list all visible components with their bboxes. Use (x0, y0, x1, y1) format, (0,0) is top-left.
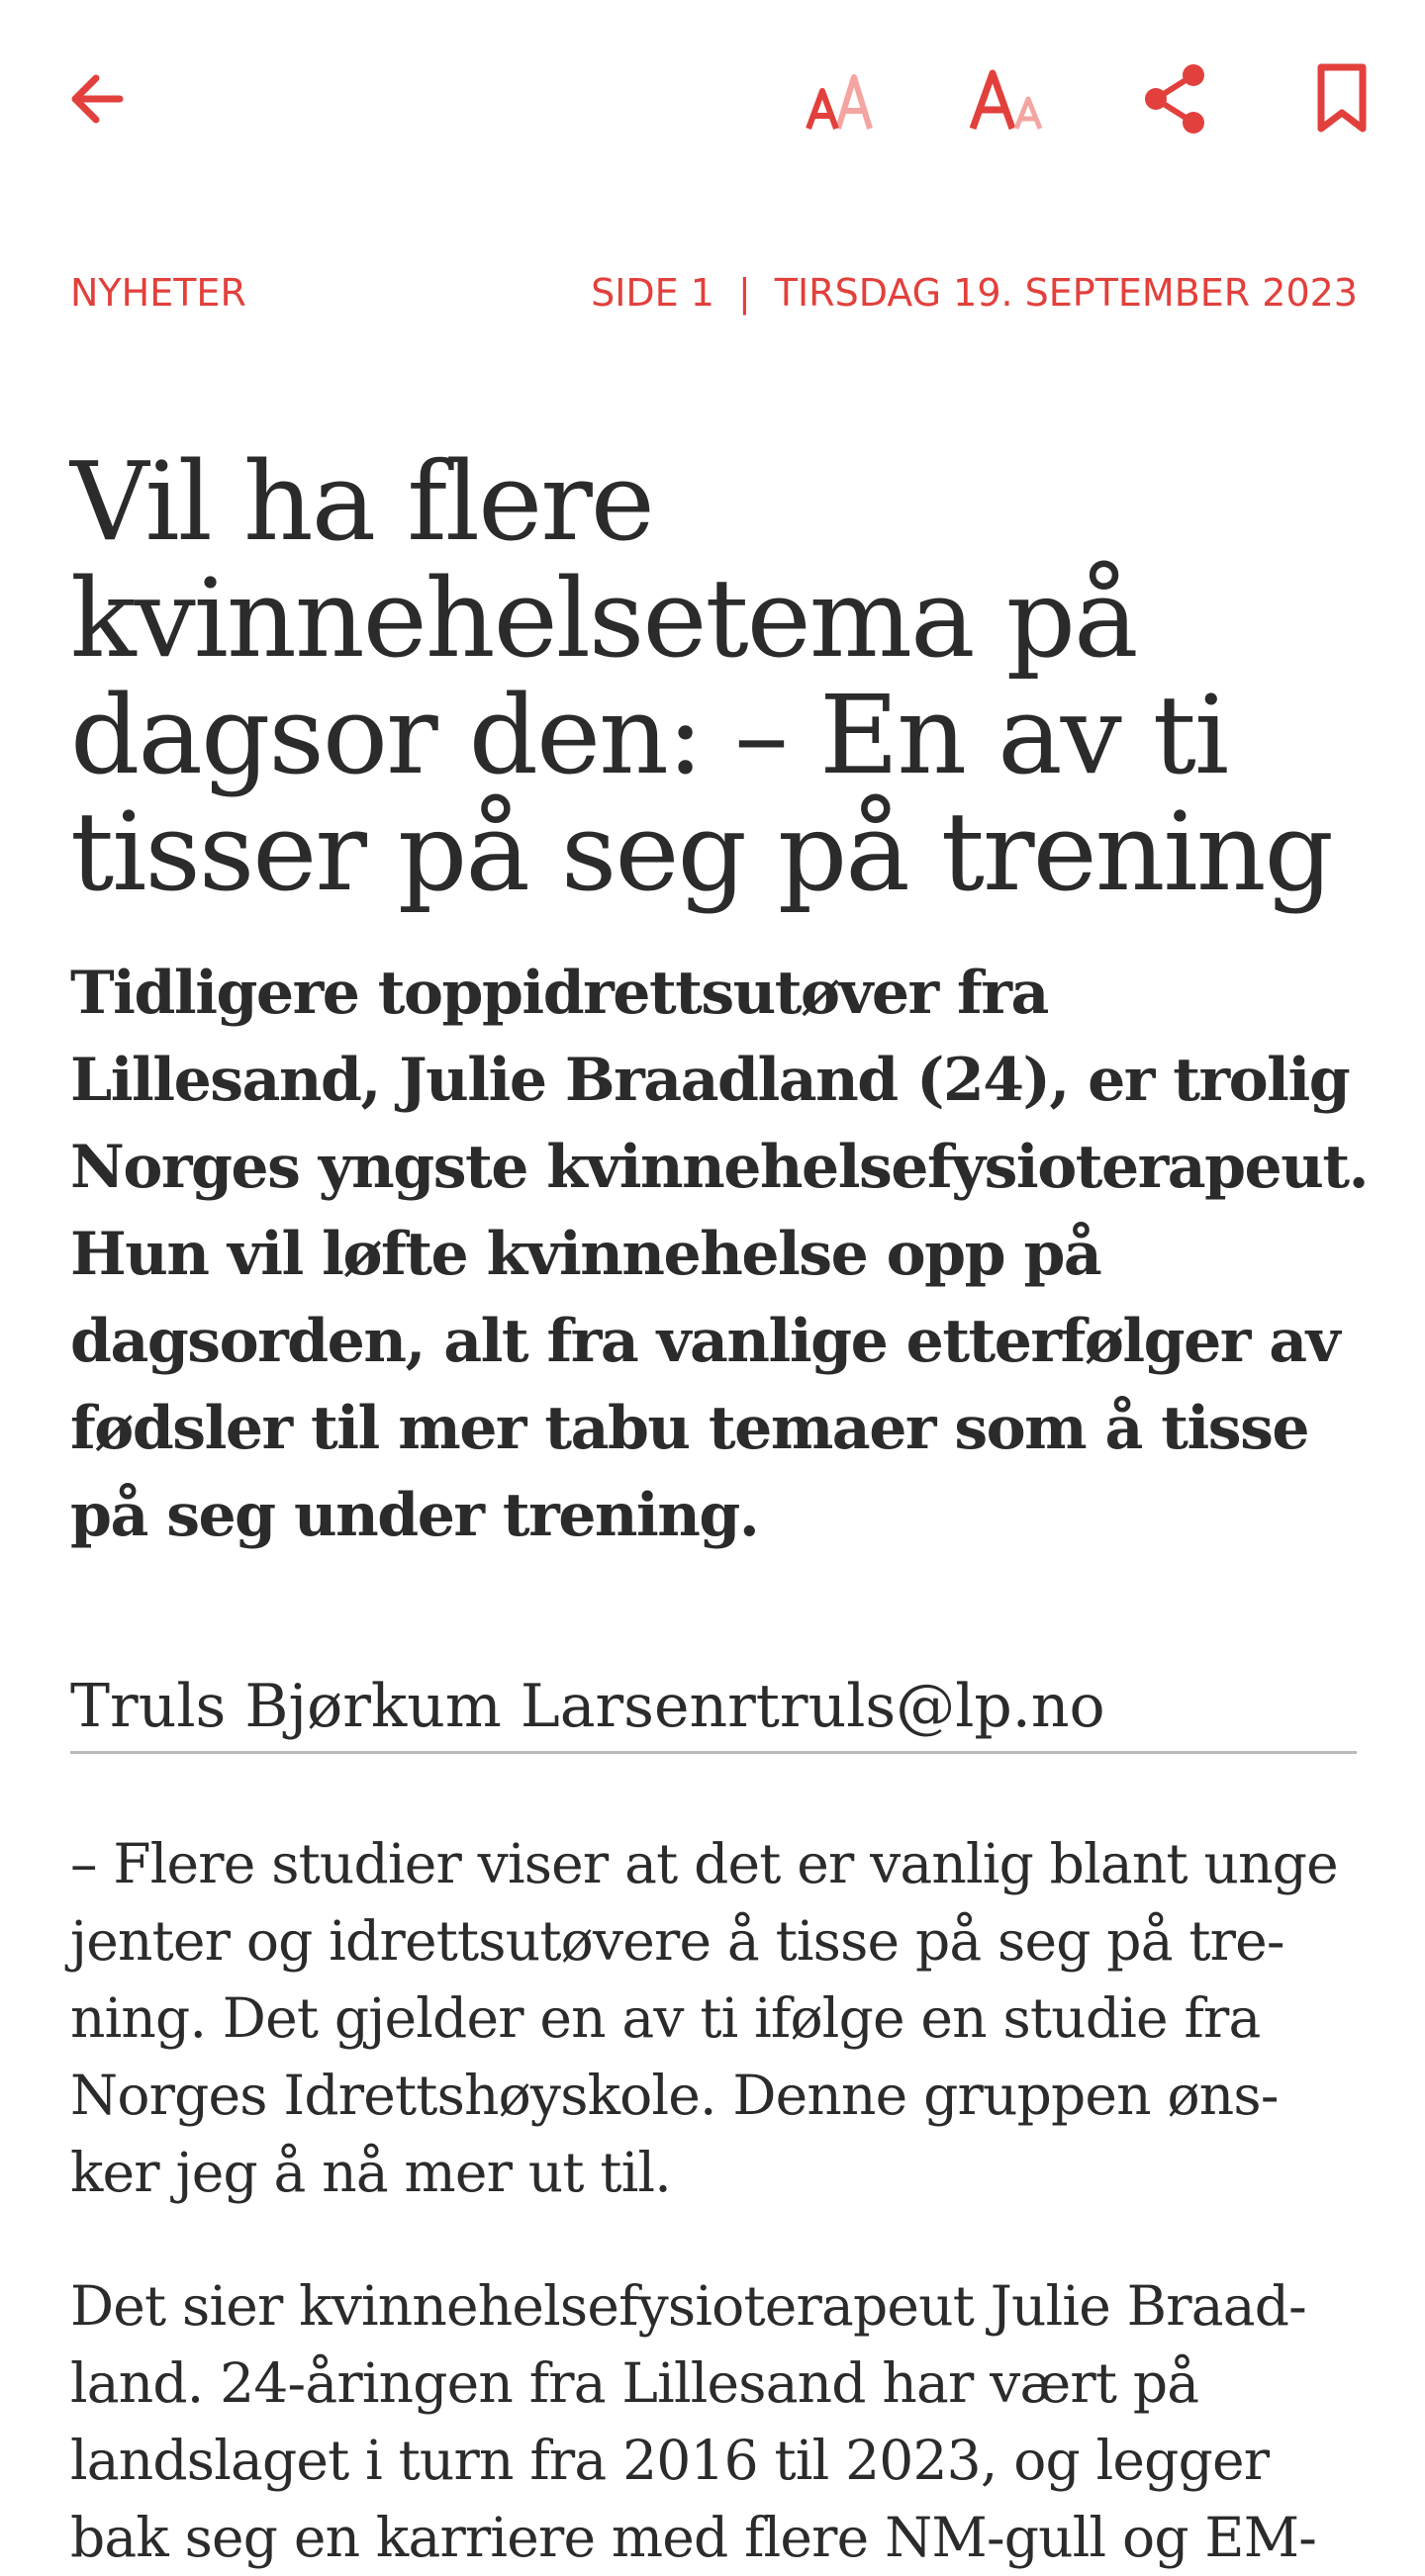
body-paragraph: Det sier kvinnehelsefysioterapeut Julie Braad- land. 24-åringen fra Lillesand har vært på landslaget i turn fra 2016 til 2023, og legger bak seg en karriere med flere NM-gull og EM- (70, 2274, 1317, 2569)
publish-date: TIRSDAG 19. SEPTEMBER 2023 (774, 271, 1358, 315)
share-icon (1136, 59, 1215, 138)
share-button[interactable] (1116, 40, 1235, 158)
article-headline: Vil ha flere kvinnehelsetema på dagsor den: – En av ti tisser på seg på trening (70, 438, 1332, 915)
text-size-decrease-button[interactable] (784, 40, 902, 158)
meta-separator: | (737, 271, 751, 315)
bookmark-button[interactable] (1282, 40, 1401, 158)
text-size-increase-button[interactable] (950, 40, 1069, 158)
bookmark-icon (1307, 59, 1377, 138)
text-size-decrease-icon (799, 59, 888, 138)
top-toolbar (0, 0, 1425, 198)
article-meta (70, 267, 1357, 326)
article-ingress: Tidligere toppidrettsutøver fra Lillesand, Julie Braadland (24), er trolig Norges yngste kvinnehelsefysioterapeut. Hun vil løfte kvinnehelse opp på dagsorden, alt fra vanlige etterfølger av fødsler til mer tabu temaer som å tisse på seg under trening. (70, 959, 1368, 1550)
body-paragraph: – Flere studier viser at det er vanlig blant unge jenter og idrettsutøvere å tisse på seg på tre- ning. Det gjelder en av ti ifølge en studie fra Norges Idrettshøyskole. Denne gruppen øns- ker jeg å nå mer ut til. (70, 1832, 1338, 2204)
page-number: SIDE 1 (591, 271, 714, 315)
back-arrow-icon (62, 64, 132, 134)
byline: Truls Bjørkum Larsenrtruls@lp.no (70, 1662, 1357, 1754)
section-label[interactable]: NYHETER (70, 271, 246, 315)
text-size-increase-icon (965, 59, 1054, 138)
page-date (591, 271, 1358, 315)
back-button[interactable] (38, 40, 156, 158)
